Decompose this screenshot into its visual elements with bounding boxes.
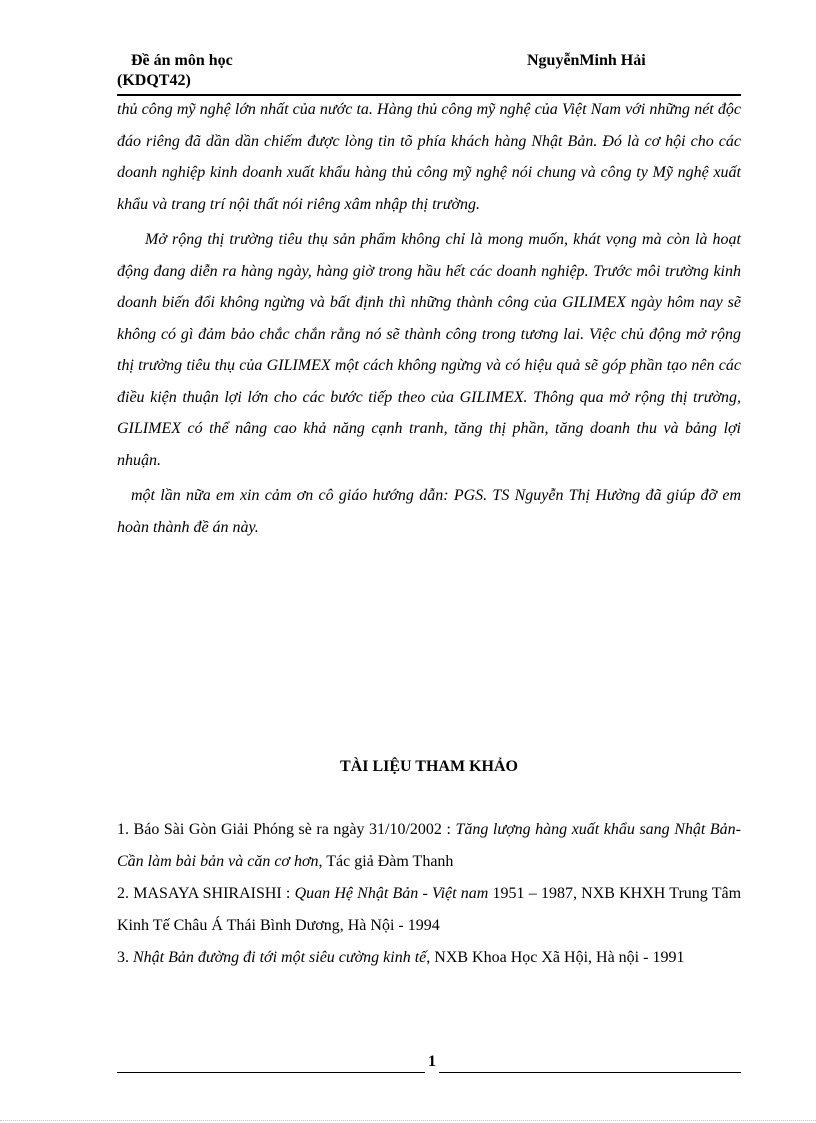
author-name: NguyễnMinh Hải xyxy=(527,52,646,69)
page-header xyxy=(117,48,741,96)
page-edge-divider xyxy=(0,1120,816,1121)
footer-rule-right xyxy=(439,1072,741,1073)
paragraph-1: thủ công mỹ nghệ lớn nhất của nước ta. Hàng thủ công mỹ nghệ của Việt Nam với những nét độc đáo riêng đã dần dần chiếm được lòng tin tõ phía khách hàng Nhật Bản. Đó là cơ hội cho các doanh nghiệp kinh doanh xuất khẩu hàng thủ công mỹ nghệ nói chung và công ty Mỹ nghệ xuất khẩu và trang trí nội thất nói riêng xâm nhập thị trường. xyxy=(117,101,741,213)
reference-title: Nhật Bản đường đi tới một siêu cường kinh tế xyxy=(133,949,427,966)
reference-prefix: 2. MASAYA SHIRAISHI : xyxy=(117,885,295,902)
references-title: TÀI LIỆU THAM KHẢO xyxy=(340,758,518,775)
reference-item xyxy=(117,942,741,974)
reference-suffix: 1951 – 1987, NXB KHXH Trung Tâm Kinh Tế Châu Á Thái Bình Dương, Hà Nội - 1994 xyxy=(117,885,742,934)
references-list xyxy=(117,814,741,974)
page-number: 1 xyxy=(428,1053,436,1070)
reference-prefix: 1. Báo Sài Gòn Giải Phóng sè ra ngày 31/10/2002 : xyxy=(117,821,456,838)
footer-rule-left xyxy=(117,1072,425,1073)
document-type: Đề án môn học xyxy=(131,52,233,69)
reference-prefix: 3. xyxy=(117,949,133,966)
reference-suffix: , NXB Khoa Học Xã Hội, Hà nội - 1991 xyxy=(426,949,685,966)
course-code: (KDQT42) xyxy=(117,72,191,89)
body-text xyxy=(117,94,741,543)
paragraph-2: Mở rộng thị trường tiêu thụ sản phẩm không chỉ là mong muốn, khát vọng mà còn là hoạt động đang diễn ra hàng ngày, hàng giờ trong hầu hết các doanh nghiệp. Trước môi trường kinh doanh biến đổi không ngừng và bất định thì những thành công của GILIMEX ngày hôm nay sẽ không có gì đảm bảo chắc chắn rằng nó sẽ thành công trong tương lai. Việc chủ động mở rộng thị trường tiêu thụ của GILIMEX một cách không ngừng và có hiệu quả sẽ góp phần tạo nên các điều kiện thuận lợi lớn cho các bước tiếp theo của GILIMEX. Thông qua mở rộng thị trường, GILIMEX có thể nâng cao khả năng cạnh tranh, tăng thị phần, tăng doanh thu và bảng lợi nhuận. xyxy=(117,231,741,469)
page-footer xyxy=(117,1052,741,1076)
reference-item xyxy=(117,878,741,942)
paragraph-3: một lần nữa em xin cảm ơn cô giáo hướng dẫn: PGS. TS Nguyễn Thị Hường đã giúp đỡ em hoàn thành đề án này. xyxy=(117,487,741,536)
reference-title: Tăng lượng hàng xuất khẩu sang Nhật Bản- Cần làm bài bản và căn cơ hơn xyxy=(117,821,741,870)
reference-title: Quan Hệ Nhật Bản - Việt nam xyxy=(294,885,489,902)
reference-suffix: , Tác giả Đàm Thanh xyxy=(318,853,454,870)
reference-item xyxy=(117,814,741,878)
